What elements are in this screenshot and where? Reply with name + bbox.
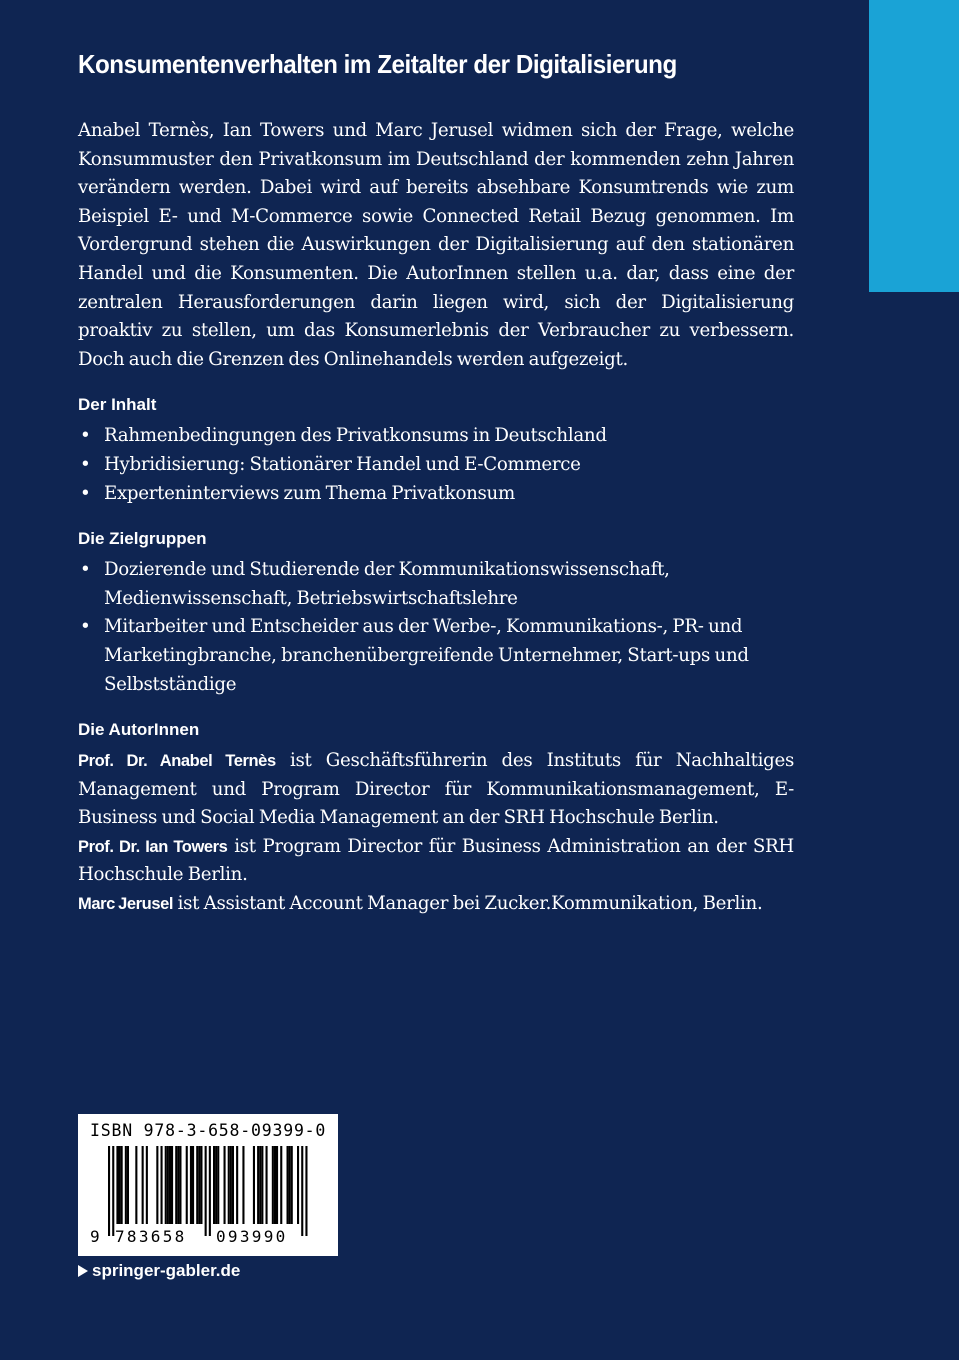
barcode-bar: [156, 1146, 158, 1224]
author-name: Prof. Dr. Anabel Ternès: [78, 752, 276, 771]
audience-heading: Die Zielgruppen: [78, 529, 207, 549]
bullet-icon: •: [80, 453, 91, 475]
author-entry: [78, 747, 794, 833]
barcode-bar: [259, 1146, 261, 1224]
back-cover-content: [78, 40, 794, 919]
barcode-bar: [291, 1146, 293, 1224]
barcode-bar: [127, 1146, 129, 1224]
contents-heading: Der Inhalt: [78, 395, 157, 415]
barcode-bar: [236, 1146, 238, 1224]
barcode-bar: [257, 1146, 259, 1224]
list-item: • Hybridisierung: Stationärer Handel und E-Commerce: [78, 451, 794, 480]
barcode-bar: [116, 1146, 118, 1224]
ean-left-digits: 783658: [115, 1227, 187, 1246]
barcode-bar: [177, 1146, 179, 1224]
list-item: • Dozierende und Studierende der Kommunikationswissenschaft, Medienwissenschaft, Betriebswirtschaftslehre: [78, 556, 794, 613]
author-bio: ist Assistant Account Manager bei Zucker.Kommunikation, Berlin.: [173, 893, 763, 915]
barcode-bar: [213, 1146, 215, 1224]
barcode-icon: [108, 1146, 312, 1238]
barcode-bar: [289, 1146, 291, 1224]
barcode-bar: [224, 1146, 226, 1224]
barcode-bar: [200, 1146, 202, 1224]
barcode-bar: [266, 1146, 268, 1224]
barcode-bar: [119, 1146, 121, 1224]
isbn-label: ISBN 978-3-658-09399-0: [90, 1121, 327, 1140]
list-item: • Experteninterviews zum Thema Privatkonsum: [78, 480, 794, 509]
barcode-bar: [242, 1146, 244, 1224]
barcode-bar: [232, 1146, 234, 1224]
bullet-icon: •: [80, 559, 91, 581]
barcode-bar: [276, 1146, 278, 1224]
barcode-bar: [135, 1146, 137, 1224]
barcode-bar: [190, 1146, 192, 1224]
barcode-bar: [209, 1146, 211, 1236]
barcode-bar: [121, 1146, 123, 1224]
list-item: • Rahmenbedingungen des Privatkonsums in Deutschland: [78, 422, 794, 451]
barcode-bar: [165, 1146, 167, 1224]
barcode-bar: [297, 1146, 299, 1224]
barcode-bar: [274, 1146, 276, 1224]
barcode-bar: [217, 1146, 219, 1224]
barcode-bar: [142, 1146, 144, 1224]
barcode-bar: [198, 1146, 200, 1224]
barcode-bar: [280, 1146, 282, 1224]
barcode-bar: [205, 1146, 207, 1236]
barcode-bar: [175, 1146, 177, 1224]
bullet-icon: •: [80, 616, 91, 638]
barcode-bar: [179, 1146, 181, 1224]
barcode-bar: [272, 1146, 274, 1224]
book-title: Konsumentenverhalten im Zeitalter der Digitalisierung: [78, 49, 677, 79]
barcode-bar: [161, 1146, 163, 1224]
barcode-bar: [171, 1146, 173, 1224]
bullet-icon: •: [80, 482, 91, 504]
author-name: Marc Jerusel: [78, 895, 174, 914]
authors-heading: Die AutorInnen: [78, 720, 200, 740]
accent-bar: [869, 0, 959, 292]
barcode-bar: [167, 1146, 169, 1224]
barcode-bar: [228, 1146, 230, 1224]
barcode-bar: [305, 1146, 307, 1236]
contents-list: [78, 422, 794, 508]
author-bio: ist Program Director für Business Administration an der SRH Hochschule Berlin.: [78, 835, 794, 886]
ean-right-digits: 093990: [216, 1227, 288, 1246]
author-entry: [78, 833, 794, 890]
author-name: Prof. Dr. Ian Towers: [78, 837, 228, 856]
barcode-bar: [192, 1146, 194, 1224]
barcode-bar: [108, 1146, 110, 1236]
list-item: • Mitarbeiter und Entscheider aus der Werbe-, Kommunikations-, PR- und Marketingbranche, branchenübergreifende Unternehmer, Start-ups und Selbstständige: [78, 613, 794, 699]
isbn-barcode: [78, 1114, 338, 1256]
barcode-bar: [196, 1146, 198, 1224]
bullet-icon: •: [80, 425, 91, 447]
barcode-bar: [186, 1146, 188, 1224]
barcode-bar: [169, 1146, 171, 1224]
barcode-bar: [215, 1146, 217, 1224]
intro-paragraph: Anabel Ternès, Ian Towers und Marc Jerusel widmen sich der Frage, welche Konsummuster den Privatkonsum im Deutschland der kommenden zehn Jahren verändern werden. Dabei wird auf bereits absehbare Konsumtrends wie zum Beispiel E- und M-Commerce sowie Connected Retail Bezug genommen. Im Vordergrund stehen die Auswirkungen der Digitalisierung auf den stationären Handel und die Konsumenten. Die AutorInnen stellen u.a. dar, dass eine der zentralen Herausforderungen darin liegen wird, sich der Digitalisierung proaktiv zu stellen, um das Konsumerlebnis der Verbraucher zu verbessern. Doch auch die Grenzen des Onlinehandels werden aufgezeigt.: [78, 120, 794, 370]
barcode-bar: [287, 1146, 289, 1224]
barcode-bar: [253, 1146, 255, 1224]
barcode-bar: [112, 1146, 114, 1236]
barcode-bar: [230, 1146, 232, 1224]
barcode-bar: [261, 1146, 263, 1224]
barcode-bar: [125, 1146, 127, 1224]
barcode-bar: [146, 1146, 148, 1224]
ean-first-digit: 9: [90, 1227, 100, 1246]
author-entry: [78, 890, 794, 919]
publisher-link[interactable]: springer-gabler.de: [78, 1261, 240, 1281]
arrow-right-icon: [78, 1265, 88, 1277]
author-bio: ist Geschäftsführerin des Instituts für Nachhaltiges Management und Program Director für Kommunikationsmanagement, E-Business und Social Media Management an der SRH Hochschule Berlin.: [78, 750, 794, 829]
barcode-bar: [301, 1146, 303, 1236]
audience-list: [78, 556, 794, 699]
